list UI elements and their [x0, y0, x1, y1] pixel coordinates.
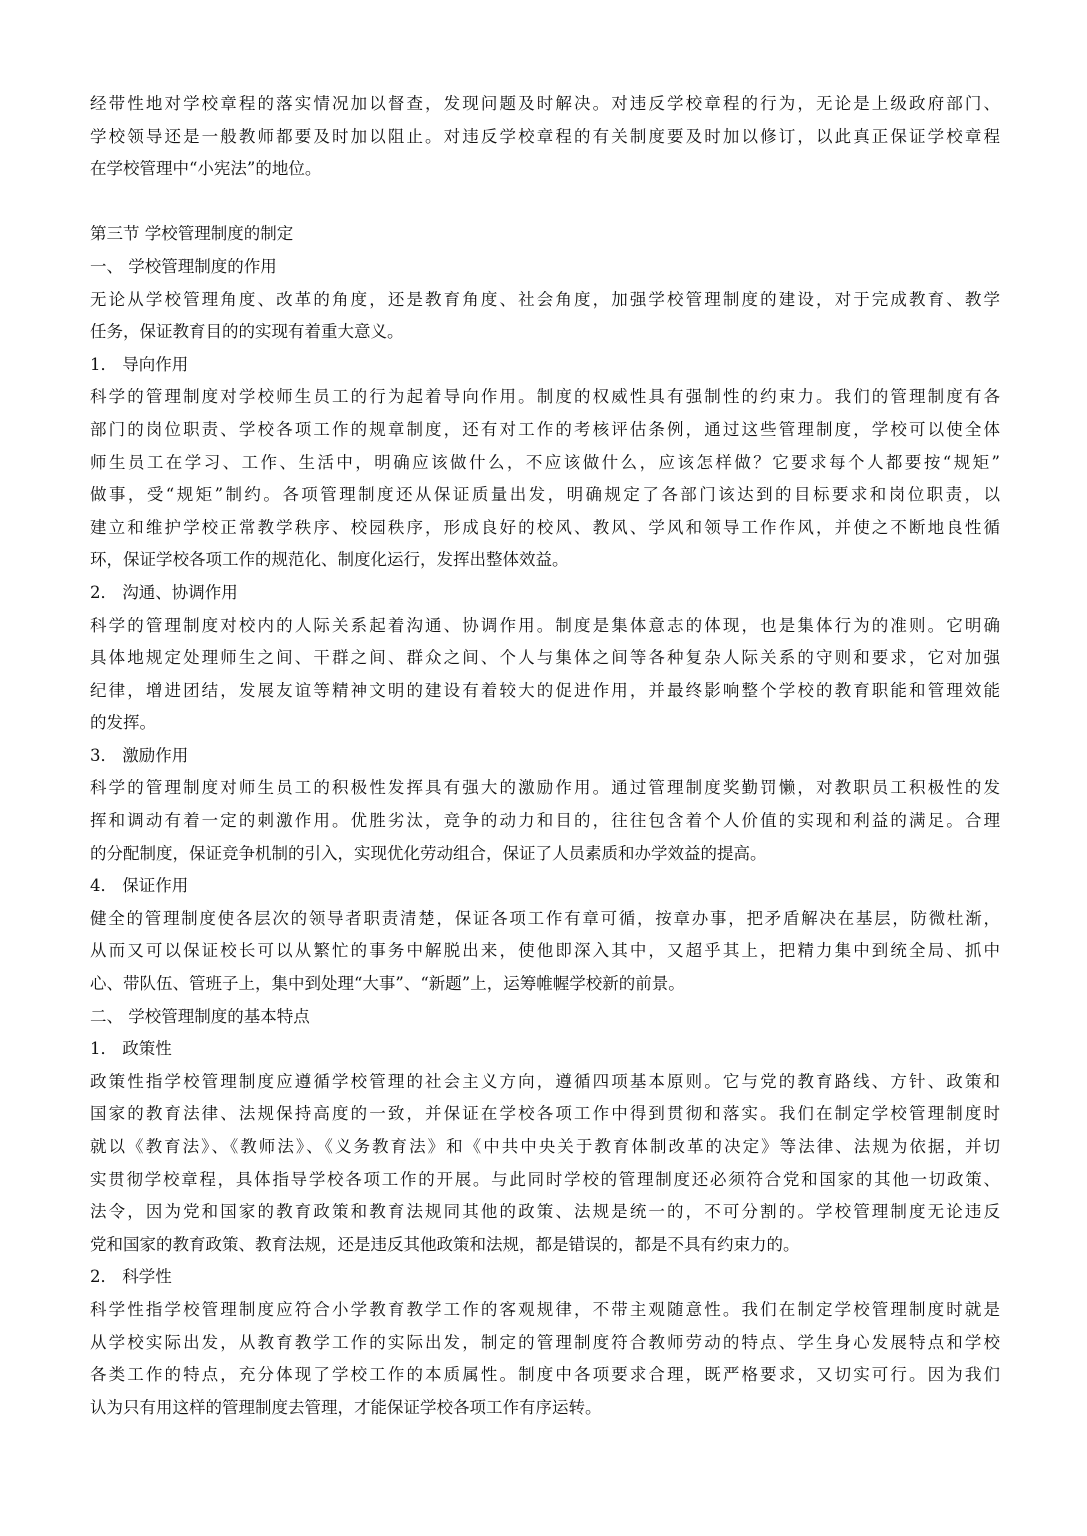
section-heading: 一、 学校管理制度的作用 — [90, 256, 277, 276]
paragraph-line: 做事，受“规矩”制约。各项管理制度还从保证质量出发，明确规定了各部门该达到的目标要求和岗位职责，以 — [90, 485, 1000, 505]
paragraph-line: 纪律，增进团结，发展友谊等精神文明的建设有着较大的促进作用，并最终影响整个学校的教育职能和管理效能 — [90, 680, 1000, 700]
paragraph-line: 的分配制度，保证竞争机制的引入，实现优化劳动组合，保证了人员素质和办学效益的提高。 — [90, 843, 767, 863]
paragraph-line: 经带性地对学校章程的落实情况加以督查，发现问题及时解决。对违反学校章程的行为，无论是上级政府部门、 — [90, 94, 1000, 113]
paragraph-line: 各类工作的特点，充分体现了学校工作的本质属性。制度中各项要求合理，既严格要求，又切实可行。因为我们 — [90, 1365, 1000, 1385]
paragraph-line: 无论从学校管理角度、改革的角度，还是教育角度、社会角度，加强学校管理制度的建设，对于完成教育、教学 — [90, 289, 1000, 309]
paragraph-line: 学校领导还是一般教师都要及时加以阻止。对违反学校章程的有关制度要及时加以修订，以此真正保证学校章程 — [90, 126, 1000, 146]
section-heading: 2． 沟通、协调作用 — [90, 582, 238, 602]
section-heading: 3． 激励作用 — [90, 745, 189, 765]
paragraph-line: 部门的岗位职责、学校各项工作的规章制度，还有对工作的考核评估条例，通过这些管理制度，学校可以使全体 — [90, 419, 1000, 439]
paragraph-line: 从学校实际出发，从教育教学工作的实际出发，制定的管理制度符合教师劳动的特点、学生身心发展特点和学校 — [90, 1332, 1000, 1352]
paragraph-line: 科学性指学校管理制度应符合小学教育教学工作的客观规律，不带主观随意性。我们在制定学校管理制度时就是 — [90, 1299, 1000, 1319]
paragraph-line: 科学的管理制度对校内的人际关系起着沟通、协调作用。制度是集体意志的体现，也是集体行为的准则。它明确 — [90, 615, 1000, 635]
paragraph-line: 认为只有用这样的管理制度去管理，才能保证学校各项工作有序运转。 — [90, 1397, 602, 1417]
paragraph-line: 法令，因为党和国家的教育政策和教育法规同其他的政策、法规是统一的，不可分割的。学校管理制度无论违反 — [90, 1202, 1000, 1222]
section-heading: 二、 学校管理制度的基本特点 — [90, 1006, 310, 1026]
paragraph-line: 科学的管理制度对学校师生员工的行为起着导向作用。制度的权威性具有强制性的约束力。我们的管理制度有各 — [90, 387, 1000, 407]
paragraph-line: 科学的管理制度对师生员工的积极性发挥具有强大的激励作用。通过管理制度奖勤罚懒，对教职员工积极性的发 — [90, 778, 1000, 798]
blank-line — [90, 186, 1000, 219]
section-heading: 第三节 学校管理制度的制定 — [90, 224, 294, 244]
section-heading: 4． 保证作用 — [90, 876, 189, 896]
paragraph-line: 党和国家的教育政策、教育法规，还是违反其他政策和法规，都是错误的，都是不具有约束力的。 — [90, 1234, 800, 1254]
paragraph-line: 从而又可以保证校长可以从繁忙的事务中解脱出来，使他即深入其中，又超乎其上，把精力集中到统全局、抓中 — [90, 941, 1000, 961]
section-heading: 1． 政策性 — [90, 1039, 172, 1059]
paragraph-line: 具体地规定处理师生之间、干群之间、群众之间、个人与集体之间等各种复杂人际关系的守则和要求，它对加强 — [90, 648, 1000, 668]
paragraph-line: 的发挥。 — [90, 713, 156, 733]
paragraph-line: 环，保证学校各项工作的规范化、制度化运行，发挥出整体效益。 — [90, 550, 569, 570]
section-heading: 1． 导向作用 — [90, 354, 189, 374]
paragraph-line: 任务，保证教育目的的实现有着重大意义。 — [90, 322, 404, 342]
paragraph-line: 实贯彻学校章程，具体指导学校各项工作的开展。与此同时学校的管理制度还必须符合党和国家的其他一切政策、 — [90, 1169, 1000, 1189]
paragraph-line: 师生员工在学习、工作、生活中，明确应该做什么，不应该做什么，应该怎样做？它要求每个人都要按“规矩” — [90, 452, 1000, 472]
paragraph-line: 建立和维护学校正常教学秩序、校园秩序，形成良好的校风、教风、学风和领导工作作风，并使之不断地良性循 — [90, 517, 1000, 537]
paragraph-line: 心、带队伍、管班子上，集中到处理“大事”、“新题”上，运筹帷幄学校新的前景。 — [90, 974, 685, 994]
paragraph-line: 政策性指学校管理制度应遵循学校管理的社会主义方向，遵循四项基本原则。它与党的教育路线、方针、政策和 — [90, 1071, 1000, 1091]
paragraph-line: 挥和调动有着一定的刺激作用。优胜劣汰，竞争的动力和目的，往往包含着个人价值的实现和利益的满足。合理 — [90, 811, 1000, 831]
paragraph-line: 国家的教育法律、法规保持高度的一致，并保证在学校各项工作中得到贯彻和落实。我们在制定学校管理制度时 — [90, 1104, 1000, 1124]
document-page — [90, 88, 1000, 1424]
paragraph-line: 在学校管理中“小宪法”的地位。 — [90, 159, 322, 179]
paragraph-line: 就以《教育法》、《教师法》、《义务教育法》和《中共中央关于教育体制改革的决定》等法律、法规为依据，并切 — [90, 1137, 1000, 1156]
section-heading: 2． 科学性 — [90, 1267, 172, 1287]
paragraph-line: 健全的管理制度使各层次的领导者职责清楚，保证各项工作有章可循，按章办事，把矛盾解决在基层，防微杜渐， — [90, 908, 1000, 928]
